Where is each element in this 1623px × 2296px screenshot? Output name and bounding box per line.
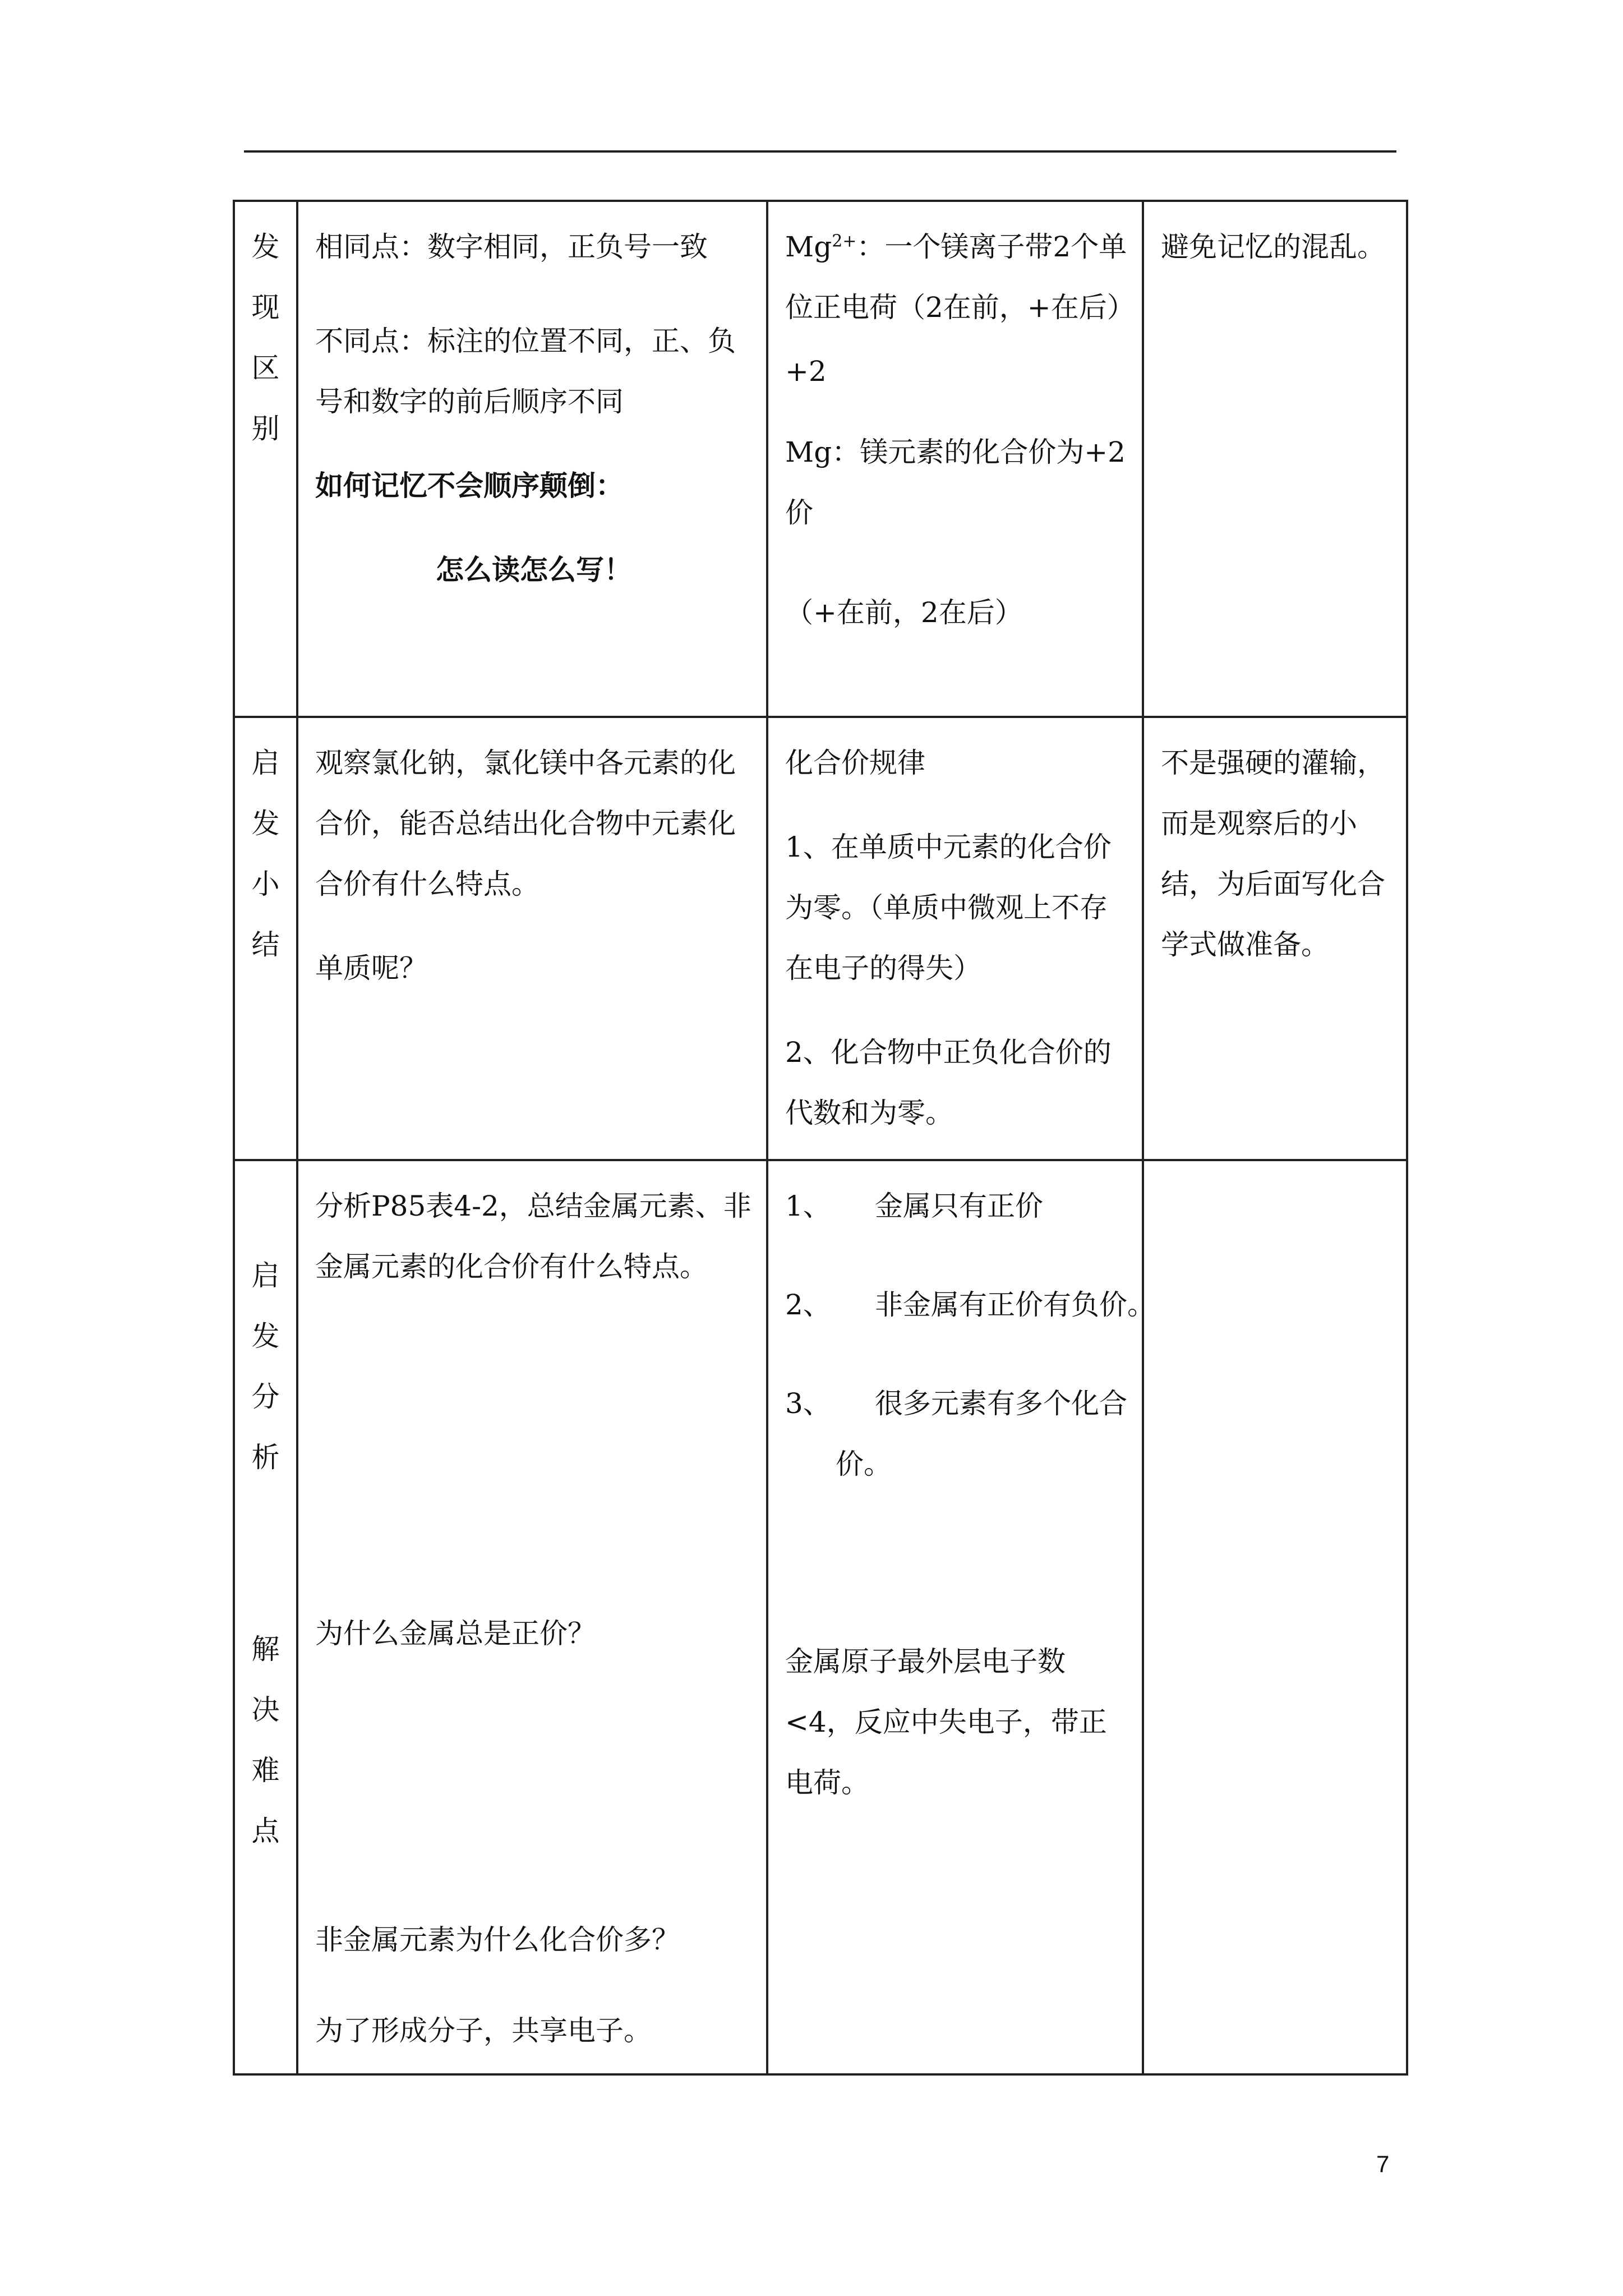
text-line: 1、在单质中元素的化合价为零。（单质中微观上不存在电子的得失） [785, 831, 1112, 984]
label-char: 发 [251, 807, 280, 840]
text-line: 化合价规律 [785, 747, 925, 779]
label-char: 解 [251, 1633, 280, 1665]
row-label [234, 1160, 297, 2074]
list-number: 1、 [785, 1190, 831, 1222]
row-find-difference [234, 201, 1407, 717]
label-char: 区 [251, 352, 280, 384]
label-char: 点 [251, 1815, 280, 1847]
teacher-activity-cell [297, 1160, 767, 2074]
text-line: Mg：镁元素的化合价为+2价 [785, 436, 1126, 529]
label-char: 决 [251, 1694, 280, 1726]
ion-symbol: Mg [785, 231, 832, 263]
text-line: 不同点：标注的位置不同，正、负号和数字的前后顺序不同 [315, 325, 736, 418]
text-line: 为了形成分子，共享电子。 [315, 2014, 652, 2047]
text-line: 单质呢？ [315, 952, 427, 984]
label-char: 发 [251, 1320, 280, 1352]
student-activity-cell [767, 201, 1143, 717]
valence-mark: +2 [785, 355, 827, 388]
text-line: 如何记忆不会顺序颠倒： [315, 469, 624, 502]
design-intent-cell [1143, 201, 1407, 717]
teacher-activity-cell [297, 717, 767, 1160]
list-text: 非金属有正价有负价。 [875, 1289, 1155, 1321]
label-char: 别 [251, 412, 280, 445]
student-activity-cell [767, 1160, 1155, 2074]
page-number: 7 [1376, 2151, 1390, 2177]
ion-charge: 2+ [832, 231, 857, 251]
text-line [785, 217, 1135, 338]
text-line: 分析P85表4-2，总结金属元素、非金属元素的化合价有什么特点。 [315, 1190, 751, 1283]
list-number: 3、 [785, 1387, 831, 1420]
text-line: 观察氯化钠，氯化镁中各元素的化合价，能否总结出化合物中元素化合价有什么特点。 [315, 747, 736, 900]
text-line: 为什么金属总是正价？ [315, 1617, 596, 1650]
row-label [234, 201, 297, 717]
header-rule [244, 150, 1396, 153]
text-line: 价。 [836, 1448, 892, 1480]
row-summary [234, 717, 1407, 1160]
teacher-activity-cell [297, 201, 767, 717]
label-char: 结 [251, 928, 280, 961]
row-label [234, 717, 297, 1160]
label-char: 现 [251, 291, 280, 324]
design-intent-cell [1143, 1160, 1407, 2074]
ion-description: ：一个镁离子带2个单位正电荷（2在前，+在后） [785, 231, 1135, 324]
list-item [785, 1373, 1128, 1434]
student-activity-cell [767, 717, 1143, 1160]
label-char: 难 [251, 1754, 280, 1787]
text-line: 不是强硬的灌输，而是观察后的小结，为后面写化合学式做准备。 [1161, 747, 1385, 961]
text-line: 避免记忆的混乱。 [1161, 231, 1385, 263]
text-line: 非金属元素为什么化合价多？ [315, 1924, 680, 1956]
text-line: 2、化合物中正负化合价的代数和为零。 [785, 1036, 1112, 1129]
list-number: 2、 [785, 1289, 831, 1321]
label-char: 发 [251, 231, 280, 263]
row-analysis [234, 1160, 1407, 2074]
text-line: 相同点：数字相同，正负号一致 [315, 231, 708, 263]
label-char: 小 [251, 868, 280, 900]
label-char: 分 [251, 1381, 280, 1413]
lesson-table [233, 200, 1408, 2076]
label-char: 析 [251, 1441, 280, 1474]
label-char: 启 [251, 747, 280, 779]
list-item [785, 1176, 1128, 1236]
list-item [785, 1274, 1155, 1335]
list-text: 很多元素有多个化合 [875, 1387, 1127, 1420]
design-intent-cell [1143, 717, 1407, 1160]
label-char: 启 [251, 1259, 280, 1292]
list-text: 金属只有正价 [875, 1190, 1043, 1222]
text-line: （+在前，2在后） [785, 596, 1023, 629]
text-line: 怎么读怎么写！ [436, 553, 632, 586]
text-line: 金属原子最外层电子数<4，反应中失电子，带正电荷。 [785, 1645, 1107, 1799]
